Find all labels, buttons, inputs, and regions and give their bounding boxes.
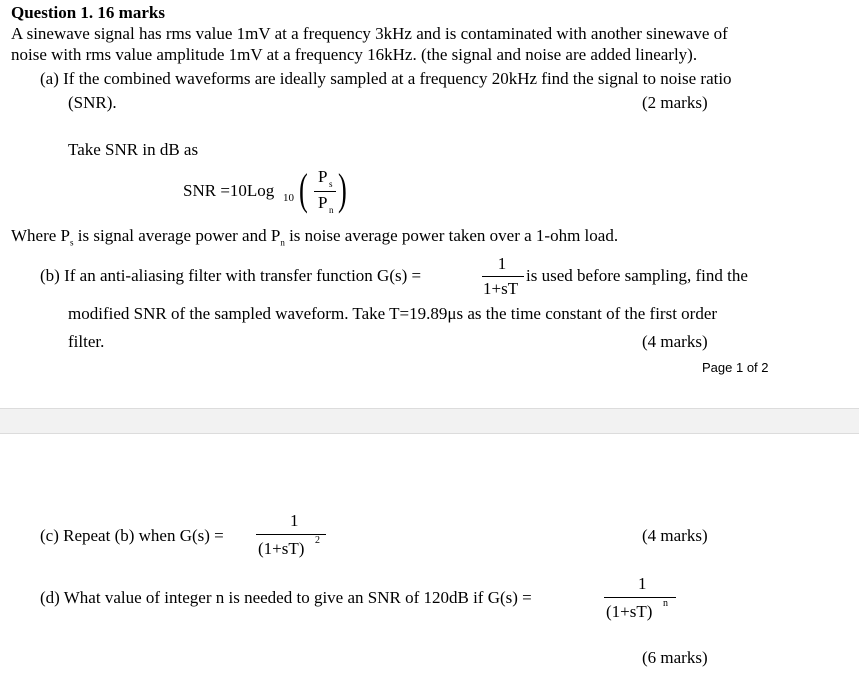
formula-lhs: SNR =10Log bbox=[183, 181, 275, 200]
part-b-post: is used before sampling, find the bbox=[526, 266, 748, 285]
question-title: Question 1. 16 marks bbox=[11, 3, 165, 22]
where-text-a: Where P bbox=[11, 226, 71, 245]
part-d-denominator: (1+sT) bbox=[606, 602, 653, 621]
part-d-numerator: 1 bbox=[638, 574, 647, 593]
part-c-pre: (c) Repeat (b) when G(s) = bbox=[40, 526, 224, 545]
page-number-label: Page 1 of 2 bbox=[702, 360, 769, 375]
part-d-marks: (6 marks) bbox=[642, 648, 708, 667]
part-d-pre: (d) What value of integer n is needed to give an SNR of 120dB if G(s) = bbox=[40, 588, 532, 607]
formula-log-subscript: 10 bbox=[283, 192, 294, 204]
part-c-exponent: 2 bbox=[315, 535, 320, 546]
part-c-marks: (4 marks) bbox=[642, 526, 708, 545]
part-a-line-1: (a) If the combined waveforms are ideally sampled at a frequency 20kHz find the signal to noise ratio bbox=[40, 69, 732, 88]
where-subscript-n: n bbox=[280, 237, 285, 248]
formula-left-paren: ( bbox=[299, 165, 308, 214]
formula-denominator-subscript: n bbox=[329, 205, 334, 215]
where-text-b: is signal average power and P bbox=[73, 226, 281, 245]
take-snr-text: Take SNR in dB as bbox=[68, 140, 199, 159]
part-b-marks: (4 marks) bbox=[642, 332, 708, 351]
part-b-fraction bbox=[482, 254, 522, 274]
part-b-numerator: 1 bbox=[497, 254, 507, 273]
part-b-fraction-bar bbox=[482, 276, 524, 277]
part-b-line-3: filter. bbox=[68, 332, 105, 351]
intro-line-1: A sinewave signal has rms value 1mV at a frequency 3kHz and is contaminated with another sinewave of bbox=[11, 24, 728, 43]
intro-line-2: noise with rms value amplitude 1mV at a frequency 16kHz. (the signal and noise are added linearly). bbox=[11, 45, 698, 64]
formula-fraction-bar bbox=[314, 191, 336, 192]
part-c-denominator: (1+sT) bbox=[258, 539, 305, 558]
part-b-pre: (b) If an anti-aliasing filter with transfer function G(s) = bbox=[40, 266, 422, 285]
formula-right-paren: ) bbox=[338, 165, 347, 214]
part-b-denominator: 1+sT bbox=[483, 279, 519, 298]
formula-numerator-subscript: s bbox=[329, 179, 333, 189]
where-subscript-s: s bbox=[70, 237, 74, 248]
part-d-exponent: n bbox=[663, 598, 668, 609]
part-a-line-2: (SNR). bbox=[68, 93, 117, 112]
formula-denominator: P bbox=[318, 193, 328, 212]
page-separator bbox=[0, 408, 859, 434]
where-line bbox=[11, 226, 618, 247]
formula-numerator: P bbox=[318, 167, 328, 186]
part-a-marks: (2 marks) bbox=[642, 93, 708, 112]
where-text-c: is noise average power taken over a 1-ohm load. bbox=[284, 226, 619, 245]
part-b-line-2: modified SNR of the sampled waveform. Take T=19.89μs as the time constant of the first order bbox=[68, 304, 718, 323]
part-c-numerator: 1 bbox=[290, 511, 299, 530]
